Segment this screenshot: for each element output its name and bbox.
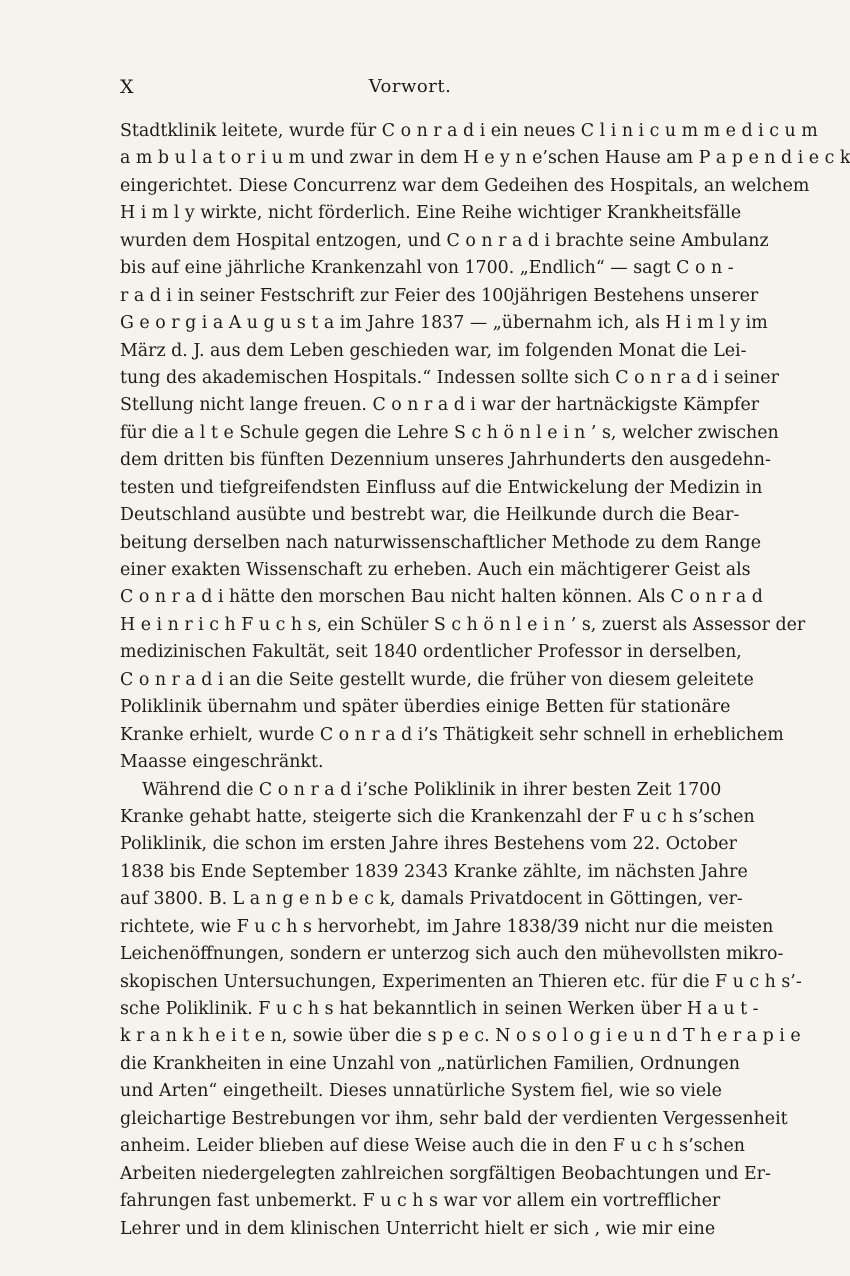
text-line: für die a l t e Schule gegen die Lehre S c h ö n l e i n ’ s, welcher zwischen [120, 422, 779, 443]
text-line: beitung derselben nach naturwissenschaftlicher Methode zu dem Range [120, 532, 761, 553]
text-line: Kranke erhielt, wurde C o n r a d i’s Thätigkeit sehr schnell in erheblichem [120, 724, 784, 745]
paragraph-end-line: Maasse eingeschränkt. [120, 752, 324, 773]
text-line: Poliklinik, die schon im ersten Jahre ihres Bestehens vom 22. October [120, 834, 737, 855]
page-header [120, 76, 700, 106]
text-line: k r a n k h e i t e n, sowie über die s p e c. N o s o l o g i e u n d T h e r a p i e [120, 1026, 801, 1047]
text-line: einer exakten Wissenschaft zu erheben. Auch ein mächtigerer Geist als [120, 560, 751, 580]
text-line: bis auf eine jährliche Krankenzahl von 1700. „Endlich“ — sagt C o n - [120, 258, 734, 279]
text-line: Arbeiten niedergelegten zahlreichen sorgfältigen Beobachtungen und Er- [120, 1163, 771, 1184]
text-line: r a d i in seiner Festschrift zur Feier des 100jährigen Bestehens unserer [120, 285, 759, 306]
text-line: Deutschland ausübte und bestrebt war, die Heilkunde durch die Bear- [120, 505, 740, 526]
text-line: medizinischen Fakultät, seit 1840 ordentlicher Professor in derselben, [120, 642, 742, 663]
text-line: März d. J. aus dem Leben geschieden war, im folgenden Monat die Lei- [120, 340, 747, 361]
text-line: tung des akademischen Hospitals.“ Indessen sollte sich C o n r a d i seiner [120, 367, 779, 388]
text-line: anheim. Leider blieben auf diese Weise auch die in den F u c h s’schen [120, 1136, 745, 1157]
text-line: wurden dem Hospital entzogen, und C o n r a d i brachte seine Ambulanz [120, 230, 769, 251]
page-number: X [120, 76, 135, 98]
text-line: testen und tiefgreifendsten Einfluss auf die Entwickelung der Medizin in [120, 477, 763, 498]
text-line: Kranke gehabt hatte, steigerte sich die Krankenzahl der F u c h s’schen [120, 806, 755, 827]
text-line: a m b u l a t o r i u m und zwar in dem H e y n e’schen Hause am P a p e n d i e c k [120, 148, 850, 169]
text-line: sche Poliklinik. F u c h s hat bekanntlich in seinen Werken über H a u t - [120, 999, 759, 1019]
text-line: C o n r a d i an die Seite gestellt wurde, die früher von diesem geleitete [120, 669, 754, 690]
text-line: auf 3800. B. L a n g e n b e c k, damals Privatdocent in Göttingen, ver- [120, 889, 743, 910]
text-line: eingerichtet. Diese Concurrenz war dem Gedeihen des Hospitals, an welchem [120, 175, 810, 196]
text-line: fahrungen fast unbemerkt. F u c h s war vor allem ein vortrefflicher [120, 1191, 721, 1212]
text-line: skopischen Untersuchungen, Experimenten an Thieren etc. für die F u c h s’- [120, 971, 802, 992]
text-line: die Krankheiten in eine Unzahl von „natürlichen Familien, Ordnungen [120, 1053, 740, 1074]
body-text [120, 118, 850, 1243]
text-line: G e o r g i a A u g u s t a im Jahre 1837 — „übernahm ich, als H i m l y im [120, 313, 768, 334]
text-line: dem dritten bis fünften Dezennium unseres Jahrhunderts den ausgedehn- [120, 450, 771, 471]
text-line: und Arten“ eingetheilt. Dieses unnatürliche System fiel, wie so viele [120, 1081, 722, 1102]
text-line: richtete, wie F u c h s hervorhebt, im Jahre 1838/39 nicht nur die meisten [120, 916, 774, 937]
text-line: 1838 bis Ende September 1839 2343 Kranke zählte, im nächsten Jahre [120, 861, 748, 882]
text-line: Stellung nicht lange freuen. C o n r a d i war der hartnäckigste Kämpfer [120, 395, 760, 416]
text-line: Stadtklinik leitete, wurde für C o n r a d i ein neues C l i n i c u m m e d i c u m [120, 121, 818, 141]
text-line: Poliklinik übernahm und später überdies einige Betten für stationäre [120, 697, 731, 718]
text-line: H e i n r i c h F u c h s, ein Schüler S c h ö n l e i n ’ s, zuerst als Assessor der [120, 614, 806, 635]
running-title: Vorwort. [368, 76, 452, 97]
text-line: H i m l y wirkte, nicht förderlich. Eine Reihe wichtiger Krankheitsfälle [120, 203, 742, 224]
text-line: C o n r a d i hätte den morschen Bau nicht halten können. Als C o n r a d [120, 587, 763, 608]
text-line: Leichenöffnungen, sondern er unterzog sich auch den mühevollsten mikro- [120, 944, 784, 965]
text-line: gleichartige Bestrebungen vor ihm, sehr bald der verdienten Vergessenheit [120, 1108, 788, 1129]
text-line: Lehrer und in dem klinischen Unterricht hielt er sich , wie mir eine [120, 1218, 716, 1239]
paragraph-start-line: Während die C o n r a d i’sche Poliklinik in ihrer besten Zeit 1700 [142, 779, 722, 800]
